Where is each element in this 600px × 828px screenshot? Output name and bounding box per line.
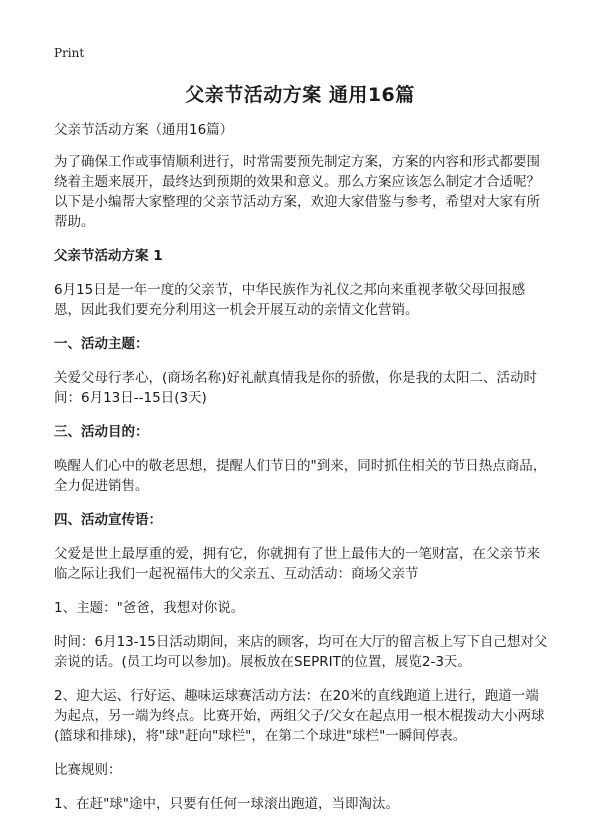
topic-paragraph: 1、主题："爸爸，我想对你说。 xyxy=(54,600,245,616)
slogan-heading: 四、活动宣传语： xyxy=(54,512,162,528)
time-paragraph: 时间：6月13-15日活动期间，来店的顾客，均可在大厅的留言板上写下自己想对父亲说的话。(员工均可以参加)。展板放在SEPRIT的位置，展览2-3天。 xyxy=(54,634,548,670)
goal-heading: 三、活动目的： xyxy=(54,424,149,440)
rule-1-paragraph: 1、在赶"球"途中，只要有任何一球滚出跑道，当即淘汰。 xyxy=(54,796,400,812)
goal-paragraph: 唤醒人们心中的敬老思想，提醒人们节日的"到来，同时抓住相关的节日热点商品，全力促进销售。 xyxy=(54,458,547,494)
section-intro-paragraph: 6月15日是一年一度的父亲节，中华民族作为礼仪之邦向来重视孝敬父母回报感恩，因此我们要充分利用这一机会开展互动的亲情文化营销。 xyxy=(54,282,526,318)
slogan-paragraph: 父爱是世上最厚重的爱，拥有它，你就拥有了世上最伟大的一笔财富，在父亲节来临之际让我们一起祝福伟大的父亲五、互动活动：商场父亲节 xyxy=(54,546,540,582)
page-title: 父亲节活动方案 通用16篇 xyxy=(185,84,415,106)
print-link[interactable]: Print xyxy=(54,46,85,60)
game-paragraph: 2、迎大运、行好运、趣味运球赛活动方法：在20米的直线跑道上进行，跑道一端为起点，另一端为终点。比赛开始，两组父子/父女在起点用一根木棍拨动大小两球(篮球和排球)，将"球"赶向"球栏"，在第二个球进"球栏"一瞬间停表。 xyxy=(54,688,545,744)
article-body xyxy=(54,120,549,828)
rules-label: 比赛规则： xyxy=(54,762,122,778)
section-heading: 父亲节活动方案 1 xyxy=(54,248,163,264)
article-subtitle: 父亲节活动方案（通用16篇） xyxy=(54,122,234,138)
intro-paragraph: 为了确保工作或事情顺利进行，时常需要预先制定方案，方案的内容和形式都要围绕着主题来展开，最终达到预期的效果和意义。那么方案应该怎么制定才合适呢？以下是小编帮大家整理的父亲节活动方案，欢迎大家借鉴与参考，希望对大家有所帮助。 xyxy=(54,154,540,230)
theme-paragraph: 关爱父母行孝心，(商场名称)好礼献真情我是你的骄傲，你是我的太阳二、活动时间：6月13日--15日(3天) xyxy=(54,370,538,406)
theme-heading: 一、活动主题： xyxy=(54,336,149,352)
